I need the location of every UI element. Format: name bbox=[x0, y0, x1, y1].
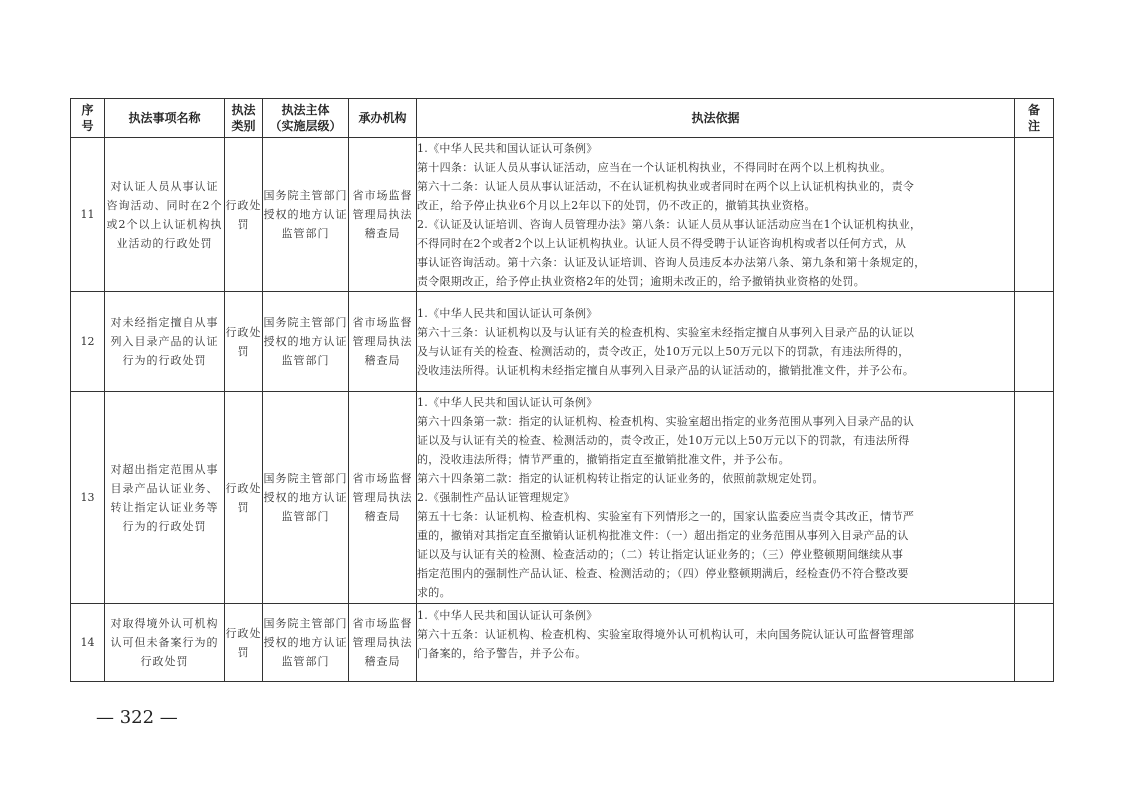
basis-line: 第十四条：认证人员从事认证活动，应当在一个认证机构执业，不得同时在两个以上机构执业。 bbox=[417, 160, 892, 174]
header-seq: 序 号 bbox=[71, 99, 105, 138]
row-legal-basis bbox=[417, 292, 1015, 392]
row-enforcement-type: 行政处罚 bbox=[225, 392, 263, 604]
row-seq: 11 bbox=[71, 138, 105, 292]
basis-line: 第五十七条：认证机构、检查机构、实验室有下列情形之一的，国家认监委应当责令其改正，情节严 bbox=[417, 510, 915, 523]
basis-line: 责令限期改正，给予停止执业资格2年的处罚；逾期未改正的，给予撤销执业资格的处罚。 bbox=[417, 274, 865, 288]
table-header-row bbox=[71, 99, 1054, 138]
basis-line: 的，没收违法所得；情节严重的，撤销指定直至撤销批准文件，并予公布。 bbox=[417, 453, 790, 466]
basis-line: 1.《中华人民共和国认证认可条例》 bbox=[417, 396, 598, 409]
basis-line: 2.《认证及认证培训、咨询人员管理办法》第八条：认证人员从事认证活动应当在1个认证机构执业， bbox=[417, 217, 922, 231]
page-number: — 322 — bbox=[96, 707, 178, 728]
header-enforcement-subject: 执法主体 （实施层级） bbox=[263, 99, 349, 138]
header-legal-basis: 执法依据 bbox=[417, 99, 1015, 138]
row-remarks bbox=[1015, 138, 1054, 292]
row-enforcement-subject: 国务院主管部门授权的地方认证监管部门 bbox=[263, 392, 349, 604]
header-enforcement-type: 执法 类别 bbox=[225, 99, 263, 138]
row-handling-org: 省市场监督管理局执法稽查局 bbox=[349, 392, 417, 604]
basis-line: 第六十四条第二款：指定的认证机构转让指定的认证业务的，依照前款规定处罚。 bbox=[417, 472, 824, 485]
header-item-name: 执法事项名称 bbox=[105, 99, 225, 138]
basis-line: 改正，给予停止执业6个月以上2年以下的处罚，仍不改正的，撤销其执业资格。 bbox=[417, 198, 816, 212]
row-item-name: 对超出指定范围从事目录产品认证业务、转让指定认证业务等行为的行政处罚 bbox=[105, 392, 225, 604]
basis-line: 重的，撤销对其指定直至撤销认证机构批准文件：（一）超出指定的业务范围从事列入目录产品的认 bbox=[417, 529, 909, 542]
basis-line: 指定范围内的强制性产品认证、检查、检测活动的；（四）停业整顿期满后，经检查仍不符合整改要 bbox=[417, 567, 909, 580]
row-legal-basis bbox=[417, 138, 1015, 292]
basis-line: 证以及与认证有关的检查、检测活动的，责令改正，处10万元以上50万元以下的罚款，有违法所得 bbox=[417, 434, 910, 447]
table-row bbox=[71, 392, 1054, 604]
row-item-name: 对未经指定擅自从事列入目录产品的认证行为的行政处罚 bbox=[105, 292, 225, 392]
row-handling-org: 省市场监督管理局执法稽查局 bbox=[349, 138, 417, 292]
row-enforcement-subject: 国务院主管部门授权的地方认证监管部门 bbox=[263, 604, 349, 682]
basis-line: 门备案的，给予警告，并予公布。 bbox=[417, 647, 587, 660]
row-remarks bbox=[1015, 604, 1054, 682]
basis-line: 及与认证有关的检查、检测活动的，责令改正，处10万元以上50万元以下的罚款，有违法所得的， bbox=[417, 344, 910, 358]
basis-line: 1.《中华人民共和国认证认可条例》 bbox=[417, 141, 598, 155]
row-enforcement-type: 行政处罚 bbox=[225, 138, 263, 292]
table-row bbox=[71, 604, 1054, 682]
row-remarks bbox=[1015, 392, 1054, 604]
basis-line: 2.《强制性产品认证管理规定》 bbox=[417, 491, 575, 504]
basis-line: 事认证咨询活动。第十六条：认证及认证培训、咨询人员违反本办法第八条、第九条和第十条规定的， bbox=[417, 255, 926, 269]
row-legal-basis bbox=[417, 604, 1015, 682]
row-item-name: 对取得境外认可机构认可但未备案行为的行政处罚 bbox=[105, 604, 225, 682]
row-handling-org: 省市场监督管理局执法稽查局 bbox=[349, 292, 417, 392]
basis-line: 1.《中华人民共和国认证认可条例》 bbox=[417, 306, 598, 320]
basis-line: 求的。 bbox=[417, 586, 451, 599]
enforcement-items-table bbox=[70, 98, 1054, 682]
row-seq: 14 bbox=[71, 604, 105, 682]
basis-line: 第六十四条第一款：指定的认证机构、检查机构、实验室超出指定的业务范围从事列入目录产品的认 bbox=[417, 415, 915, 428]
basis-line: 证以及与认证有关的检测、检查活动的；（二）转让指定认证业务的；（三）停业整顿期间继续从事 bbox=[417, 548, 904, 561]
row-enforcement-subject: 国务院主管部门授权的地方认证监管部门 bbox=[263, 138, 349, 292]
basis-line: 不得同时在2个或者2个以上认证机构执业。认证人员不得受聘于认证咨询机构或者以任何方式，从 bbox=[417, 236, 907, 250]
row-seq: 12 bbox=[71, 292, 105, 392]
table-row bbox=[71, 138, 1054, 292]
row-remarks bbox=[1015, 292, 1054, 392]
table-row bbox=[71, 292, 1054, 392]
basis-line: 没收违法所得。认证机构未经指定擅自从事列入目录产品的认证活动的，撤销批准文件，并予公布。 bbox=[417, 363, 915, 377]
row-seq: 13 bbox=[71, 392, 105, 604]
row-item-name: 对认证人员从事认证咨询活动、同时在2个或2个以上认证机构执业活动的行政处罚 bbox=[105, 138, 225, 292]
basis-line: 1.《中华人民共和国认证认可条例》 bbox=[417, 609, 598, 622]
row-handling-org: 省市场监督管理局执法稽查局 bbox=[349, 604, 417, 682]
basis-line: 第六十五条：认证机构、检查机构、实验室取得境外认可机构认可，未向国务院认证认可监督管理部 bbox=[417, 628, 915, 641]
row-enforcement-type: 行政处罚 bbox=[225, 604, 263, 682]
header-remarks: 备 注 bbox=[1015, 99, 1054, 138]
row-enforcement-type: 行政处罚 bbox=[225, 292, 263, 392]
basis-line: 第六十二条：认证人员从事认证活动，不在认证机构执业或者同时在两个以上认证机构执业的，责令 bbox=[417, 179, 915, 193]
row-legal-basis bbox=[417, 392, 1015, 604]
basis-line: 第六十三条：认证机构以及与认证有关的检查机构、实验室未经指定擅自从事列入目录产品的认证以 bbox=[417, 325, 915, 339]
header-handling-org: 承办机构 bbox=[349, 99, 417, 138]
row-enforcement-subject: 国务院主管部门授权的地方认证监管部门 bbox=[263, 292, 349, 392]
